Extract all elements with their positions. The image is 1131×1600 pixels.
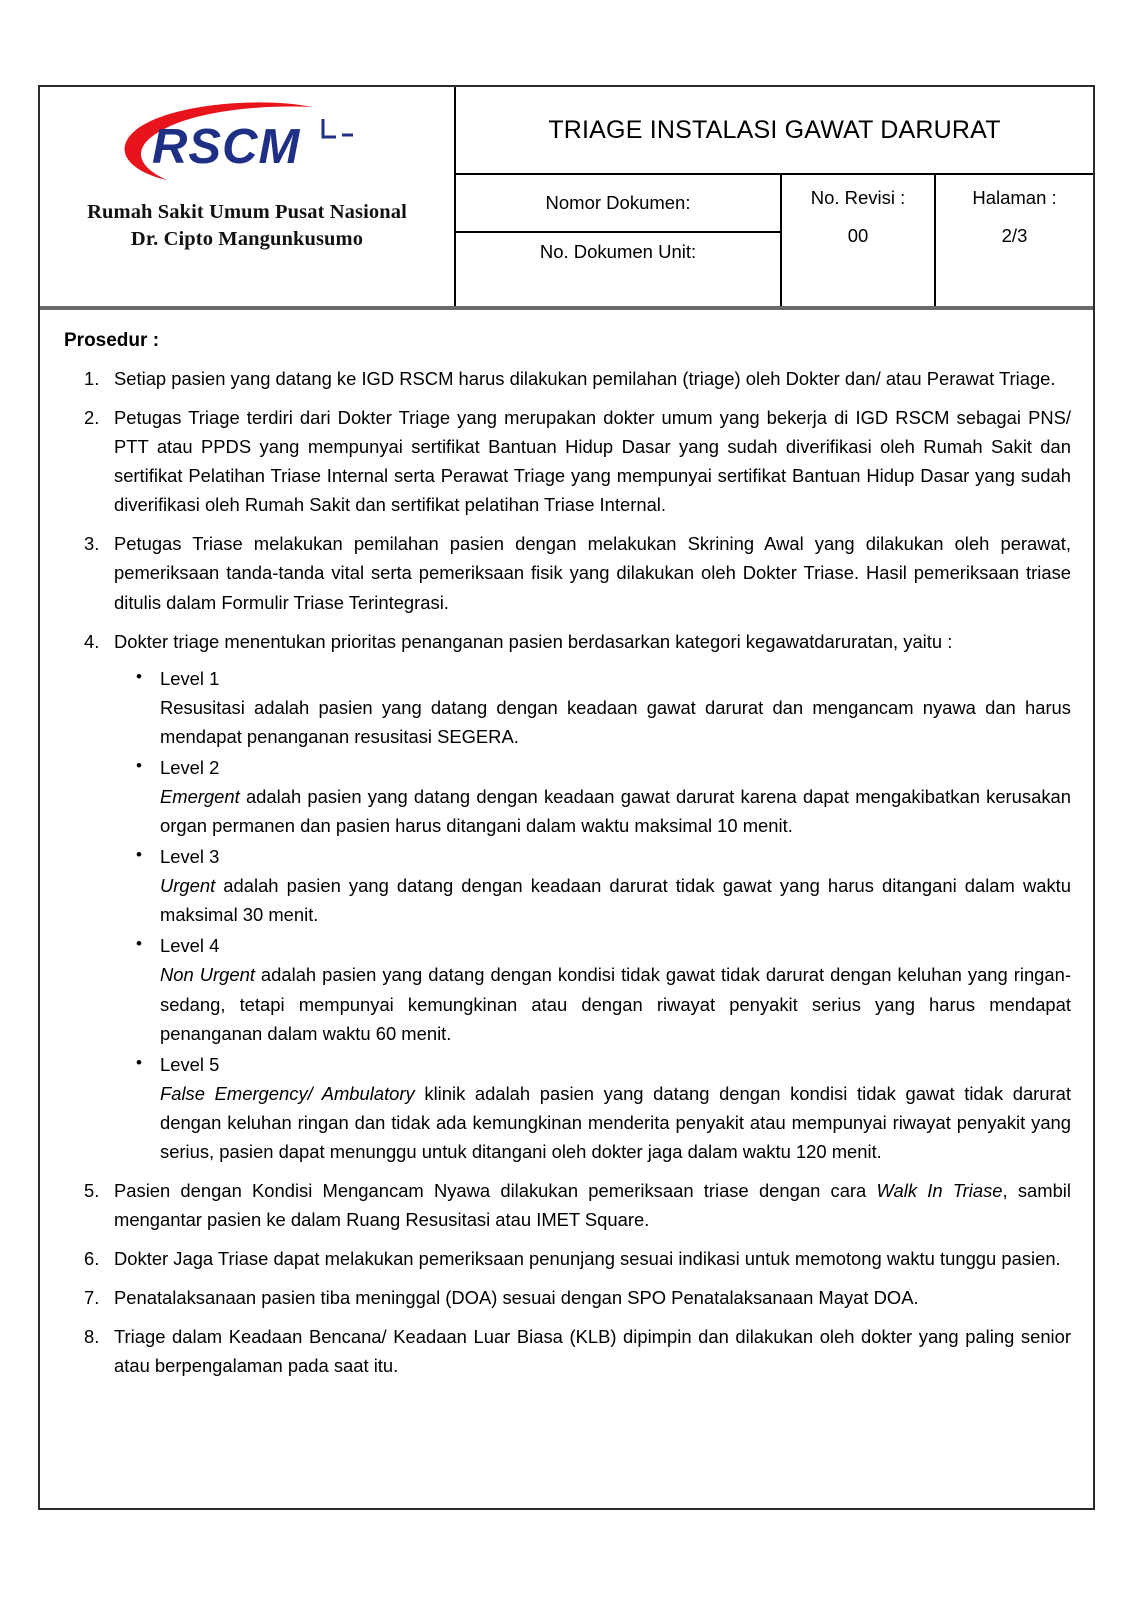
triage-level-1 — [114, 664, 1071, 751]
procedure-item-2-text: Petugas Triage terdiri dari Dokter Triage yang merupakan dokter umum yang bekerja di IGD RSCM sebagai PNS/ PTT atau PPDS yang mempunyai sertifikat Bantuan Hidup Dasar yang sudah diverifikasi oleh Rumah Sakit dan sertifikat Pelatihan Triase Internal serta Perawat Triage yang mempunyai sertifikat Bantuan Hidup Dasar yang sudah diverifikasi oleh Rumah Sakit dan sertifikat pelatihan Triase Internal. — [114, 407, 1071, 516]
procedure-list — [62, 364, 1071, 1381]
triage-level-2-term: Emergent — [160, 786, 240, 808]
page-column — [936, 175, 1093, 306]
triage-level-5-body: klinik adalah pasien yang datang dengan kondisi tidak gawat tidak darurat dengan keluhan ringan dan tidak ada kemungkinan menderita penyakit atau mempunyai riwayat penyakit yang serius, pasien dapat menunggu untuk ditangani oleh dokter jaga dalam waktu 120 menit. — [160, 1082, 1071, 1162]
document-header — [40, 87, 1093, 310]
halaman-label: Halaman : — [972, 187, 1057, 208]
section-title-prosedur: Prosedur : — [64, 330, 160, 351]
bullet-icon: • — [136, 934, 142, 954]
organization-name — [87, 199, 407, 252]
triage-level-2 — [114, 753, 1071, 840]
procedure-item-3 — [62, 529, 1071, 616]
procedure-item-3-text: Petugas Triase melakukan pemilahan pasien dengan melakukan Skrining Awal yang dilakukan oleh perawat, pemeriksaan tanda-tanda vital serta pemeriksaan fisik yang dilakukan oleh Dokter Triase. Hasil pemeriksaan triase ditulis dalam Formulir Triase Terintegrasi. — [114, 533, 1071, 613]
organization-name-line-1: Rumah Sakit Umum Pusat Nasional — [87, 201, 407, 223]
triage-level-1-title: Level 1 — [160, 667, 220, 689]
procedure-item-1-number: 1. — [84, 368, 100, 389]
procedure-item-3-number: 3. — [84, 533, 100, 555]
triage-level-2-description — [160, 782, 1071, 840]
triage-level-list — [114, 664, 1071, 1166]
revision-column — [782, 175, 936, 306]
no-dokumen-unit-label: No. Dokumen Unit: — [539, 241, 697, 262]
triage-level-5-term: False Emergency/ Ambulatory — [160, 1082, 415, 1104]
procedure-item-7 — [62, 1283, 1071, 1312]
triage-level-3-term: Urgent — [160, 875, 216, 897]
procedure-item-8-text: Triage dalam Keadaan Bencana/ Keadaan Luar Biasa (KLB) dipimpin dan dilakukan oleh dokter yang paling senior atau berpengalaman pada saat itu. — [114, 1326, 1071, 1377]
procedure-item-5-text-after: , sambil mengantar pasien ke dalam Ruang Resusitasi atau IMET Square. — [114, 1180, 1071, 1231]
procedure-item-8-number: 8. — [84, 1326, 100, 1348]
logo-wordmark: RSCM — [152, 120, 301, 174]
procedure-item-2 — [62, 403, 1071, 519]
procedure-item-4-text: Dokter triage menentukan prioritas penanganan pasien berdasarkan kategori kegawatdaruratan, yaitu : — [114, 630, 953, 652]
triage-level-2-title: Level 2 — [160, 756, 220, 778]
procedure-item-1 — [62, 364, 1071, 393]
bullet-icon: • — [136, 845, 142, 865]
triage-level-3-title: Level 3 — [160, 846, 220, 868]
procedure-item-4 — [62, 627, 1071, 1166]
triage-level-2-body: adalah pasien yang datang dengan keadaan gawat darurat karena dapat mengakibatkan kerusakan organ permanen dan pasien harus ditangani dalam waktu maksimal 10 menit. — [160, 786, 1071, 837]
procedure-item-1-text: Setiap pasien yang datang ke IGD RSCM harus dilakukan pemilahan (triage) oleh Dokter dan/ atau Perawat Triage. — [114, 368, 1056, 389]
procedure-item-6-text: Dokter Jaga Triase dapat melakukan pemeriksaan penunjang sesuai indikasi untuk memotong waktu tunggu pasien. — [114, 1248, 1061, 1270]
procedure-item-7-text: Penatalaksanaan pasien tiba meninggal (DOA) sesuai dengan SPO Penatalaksanaan Mayat DOA. — [114, 1287, 919, 1309]
no-revisi-label: No. Revisi : — [810, 187, 906, 208]
document-body — [40, 310, 1093, 1381]
rscm-logo-graphic — [112, 97, 382, 185]
triage-level-4-title: Level 4 — [160, 935, 220, 957]
triage-level-5 — [114, 1050, 1071, 1166]
procedure-item-5-text-before: Pasien dengan Kondisi Mengancam Nyawa dilakukan pemeriksaan triase dengan cara — [114, 1180, 877, 1202]
bullet-icon: • — [136, 755, 142, 775]
triage-level-1-description: Resusitasi adalah pasien yang datang dengan keadaan gawat darurat dan mengancam nyawa dan harus mendapat penanganan resusitasi SEGERA. — [160, 696, 1071, 747]
triage-level-3-body: adalah pasien yang datang dengan keadaan darurat tidak gawat yang harus ditangani dalam waktu maksimal 30 menit. — [160, 875, 1071, 926]
triage-level-5-description — [160, 1079, 1071, 1166]
procedure-item-8 — [62, 1322, 1071, 1380]
triage-level-4 — [114, 931, 1071, 1047]
procedure-item-5 — [62, 1176, 1071, 1234]
triage-level-3-description — [160, 871, 1071, 929]
halaman-value: 2/3 — [1001, 225, 1028, 246]
procedure-item-5-number: 5. — [84, 1180, 100, 1202]
bullet-icon: • — [136, 1052, 142, 1072]
procedure-item-5-term: Walk In Triase — [876, 1180, 1003, 1202]
no-dokumen-unit-cell — [456, 233, 780, 306]
triage-level-5-title: Level 5 — [160, 1053, 220, 1075]
rscm-logo — [112, 97, 382, 185]
document-page — [38, 85, 1095, 1510]
document-meta-row — [456, 175, 1093, 306]
logo-tick-1 — [323, 119, 336, 137]
header-info-table — [454, 87, 1093, 306]
no-revisi-value: 00 — [847, 225, 869, 246]
document-title-row — [456, 87, 1093, 175]
triage-level-4-term: Non Urgent — [160, 964, 255, 986]
procedure-item-4-number: 4. — [84, 630, 100, 652]
triage-level-4-description — [160, 960, 1071, 1047]
bullet-icon: • — [136, 666, 142, 686]
procedure-item-6 — [62, 1244, 1071, 1273]
procedure-item-7-number: 7. — [84, 1287, 100, 1309]
organization-name-line-2: Dr. Cipto Mangunkusumo — [130, 227, 364, 250]
triage-level-3 — [114, 842, 1071, 929]
header-identity-cell — [40, 87, 454, 306]
nomor-dokumen-label: Nomor Dokumen: — [545, 192, 691, 213]
procedure-item-2-number: 2. — [84, 407, 100, 429]
procedure-item-6-number: 6. — [84, 1248, 100, 1270]
nomor-dokumen-cell — [456, 175, 780, 233]
document-title: TRIAGE INSTALASI GAWAT DARURAT — [548, 115, 1001, 144]
document-number-column — [456, 175, 782, 306]
triage-level-4-body: adalah pasien yang datang dengan kondisi tidak gawat tidak darurat dengan keluhan yang ringan-sedang, tetapi mempunyai kemungkinan atau dengan riwayat penyakit serius yang harus mendapat penanganan dalam waktu 60 menit. — [160, 964, 1071, 1044]
